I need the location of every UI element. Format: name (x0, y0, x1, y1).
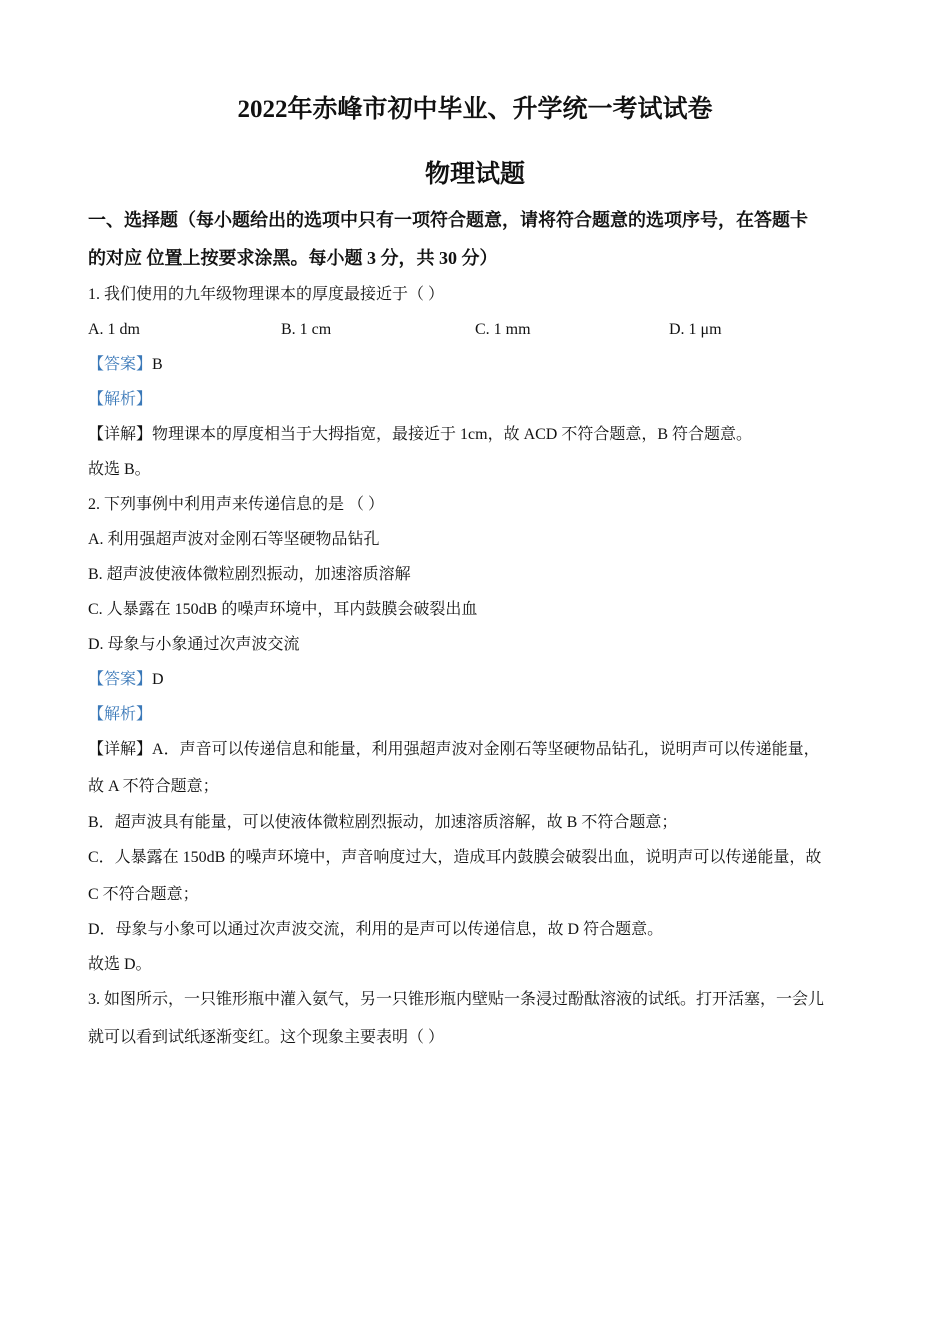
q2-detail-line-4: C．人暴露在 150dB 的噪声环境中，声音响度过大，造成耳内鼓膜会破裂出血，说明声可以传递能量，故 (88, 849, 822, 866)
q2-conclusion: 故选 D。 (88, 956, 152, 973)
q2-option-d: D. 母象与小象通过次声波交流 (88, 636, 300, 653)
answer-tag: 【答案】 (88, 356, 153, 373)
q2-option-a: A. 利用强超声波对金刚石等坚硬物品钻孔 (88, 531, 380, 548)
q1-option-c: C. 1 mm (475, 321, 531, 338)
q2-detail-line-6: D．母象与小象可以通过次声波交流，利用的是声可以传递信息，故 D 符合题意。 (88, 921, 664, 938)
q3-stem-line-1: 3. 如图所示，一只锥形瓶中灌入氨气，另一只锥形瓶内壁贴一条浸过酚酞溶液的试纸。打开活塞，一会儿 (88, 991, 825, 1008)
q1-option-b: B. 1 cm (281, 321, 332, 338)
q2-detail-line-2: 故 A 不符合题意； (88, 778, 219, 795)
q2-detail-line-1 (88, 740, 868, 760)
q1-conclusion: 故选 B。 (88, 461, 151, 478)
q2-analysis-line (88, 705, 868, 725)
q2-detail-line-5: C 不符合题意； (88, 886, 199, 903)
q1-detail: 物理课本的厚度相当于大拇指宽，最接近于 1cm，故 ACD 不符合题意，B 符合题意。 (152, 426, 753, 443)
section-heading-line1: 一、选择题（每小题给出的选项中只有一项符合题意，请将符合题意的选项序号，在答题卡 (88, 210, 808, 230)
answer-tag: 【答案】 (88, 671, 153, 688)
q1-stem: 1. 我们使用的九年级物理课本的厚度最接近于（ ） (88, 286, 445, 303)
detail-tag: 【详解】 (88, 741, 153, 758)
q2-option-b: B. 超声波使液体微粒剧烈振动，加速溶质溶解 (88, 566, 411, 583)
page-subtitle: 物理试题 (424, 161, 525, 188)
q2-option-c: C. 人暴露在 150dB 的噪声环境中，耳内鼓膜会破裂出血 (88, 601, 478, 618)
q2-answer: D (152, 671, 164, 688)
q1-option-a: A. 1 dm (88, 321, 140, 338)
section-heading-line2: 的对应 位置上按要求涂黑。每小题 3 分，共 30 分） (88, 248, 498, 268)
q2-stem: 2. 下列事例中利用声来传递信息的是 （ ） (88, 496, 385, 513)
page-title: 2022年赤峰市初中毕业、升学统一考试试卷 (237, 96, 713, 123)
analysis-tag: 【解析】 (88, 391, 153, 408)
q3-stem-line-2: 就可以看到试纸逐渐变红。这个现象主要表明（ ） (88, 1029, 445, 1046)
q1-analysis-line (88, 390, 868, 410)
q1-option-d: D. 1 μm (669, 321, 722, 338)
q2-detail-a: A．声音可以传递信息和能量，利用强超声波对金刚石等坚硬物品钻孔，说明声可以传递能量， (152, 741, 820, 758)
q2-answer-line (88, 670, 868, 690)
q2-detail-line-3: B．超声波具有能量，可以使液体微粒剧烈振动，加速溶质溶解，故 B 不符合题意； (88, 814, 678, 831)
q1-answer-line (88, 355, 868, 375)
q1-detail-line (88, 425, 868, 445)
detail-tag: 【详解】 (88, 426, 153, 443)
q1-answer: B (152, 356, 163, 373)
analysis-tag: 【解析】 (88, 706, 153, 723)
